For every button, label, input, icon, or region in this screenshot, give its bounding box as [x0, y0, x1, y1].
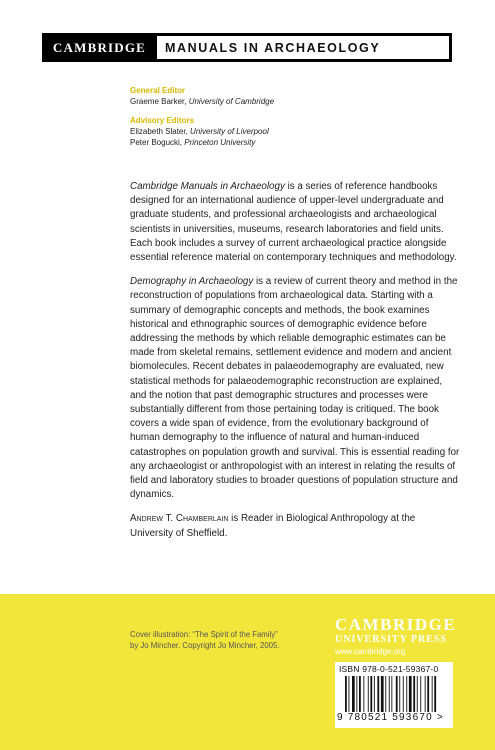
- publisher-url: www.cambridge.org: [335, 647, 406, 656]
- advisory-editors-heading: Advisory Editors: [130, 116, 195, 125]
- barcode-icon: [345, 676, 443, 712]
- book-description: Demography in Archaeology is a review of current theory and method in the reconstruction of populations from archaeological data. Starting with a summary of demographic concepts and methods, the book examines historical and ethnographic sources of demographic evidence before addressing the methods by which reliable demographic estimates can be made from skeletal remains, settlement evidence and modern and ancient biomolecules. Recent debates in palaeodemography are evaluated, new statistical methods for palaeodemographic reconstruction are explained, and the notion that past demographic structures and processes were substantially different from those pertaining today is critiqued. The book covers a wide span of evidence, from the evolutionary background of human demography to the influence of natural and human-induced catastrophes on population growth and survival. This is essential reading for any archaeologist or anthropologist with an interest in relating the results of field and laboratory studies to broader questions of population structure and dynamics.: [130, 276, 460, 501]
- publisher-press: UNIVERSITY PRESS: [335, 634, 448, 645]
- series-header: [42, 33, 452, 62]
- barcode-digits: 9 780521 593670 >: [337, 712, 444, 723]
- cover-illustration-credit: Cover illustration: “The Spirit of the Family” by Jo Mincher. Copyright Jo Mincher, 2005.: [130, 630, 280, 650]
- general-editor-heading: General Editor: [130, 86, 186, 95]
- series-description: Cambridge Manuals in Archaeology is a series of reference handbooks designed for an international audience of upper-level undergraduate and graduate students, and professional archaeologists and archaeological scientists in universities, museums, research laboratories and field units. Each book includes a survey of current archaeological practice alongside essential reference material on contemporary techniques and methodology.: [130, 181, 457, 264]
- advisory-editor-1: Elizabeth Slater, University of Liverpool: [130, 127, 269, 136]
- barcode-box: [335, 662, 453, 728]
- footer-panel: [0, 594, 495, 750]
- isbn: ISBN 978-0-521-59367-0: [339, 664, 439, 674]
- general-editor: Graeme Barker, University of Cambridge: [130, 97, 275, 106]
- header-series-title: MANUALS IN ARCHAEOLOGY: [157, 36, 449, 59]
- advisory-editor-2: Peter Bogucki, Princeton University: [130, 138, 256, 147]
- publisher-name: CAMBRIDGE: [335, 615, 457, 634]
- header-brand: CAMBRIDGE: [52, 39, 147, 55]
- publisher-logo: [335, 616, 455, 657]
- editors-block: [130, 85, 450, 148]
- author-bio: Andrew T. Chamberlain is Reader in Biological Anthropology at the University of Sheffield.: [130, 513, 416, 539]
- blurb: [130, 180, 460, 551]
